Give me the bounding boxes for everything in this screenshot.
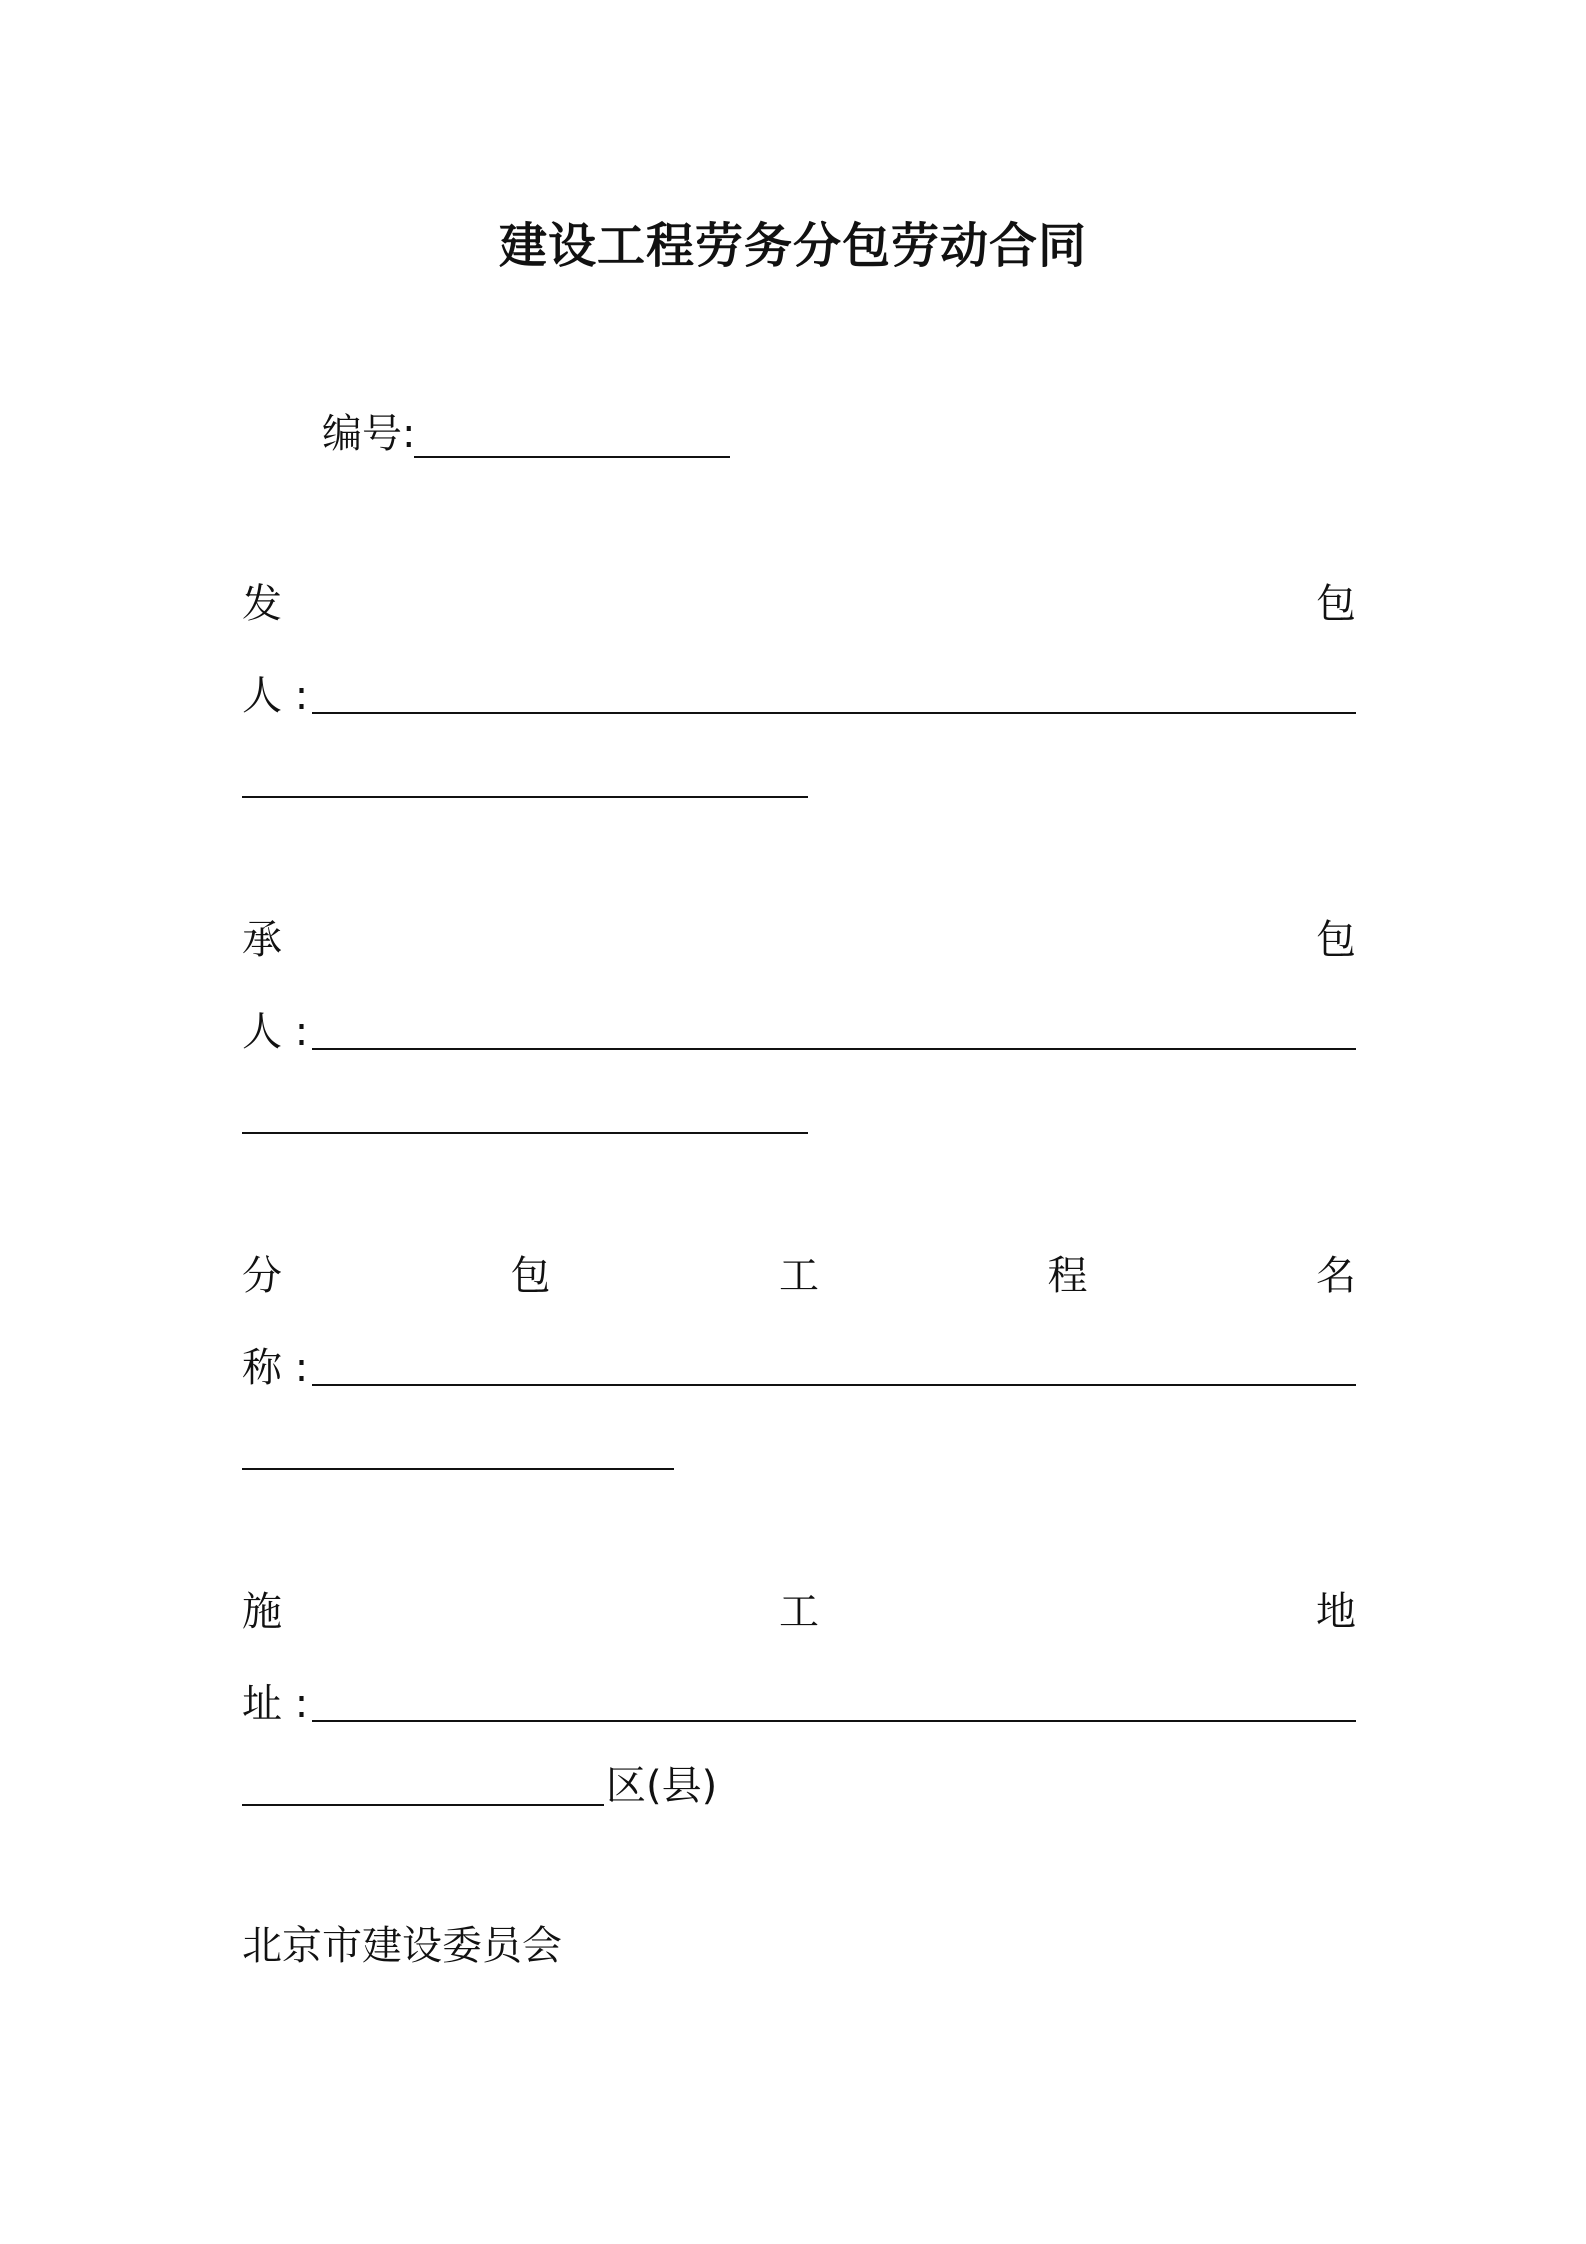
employer-label-char: 发 [242, 581, 282, 627]
contractor-blank[interactable] [312, 1048, 1356, 1050]
site-address-label-char: 工 [779, 1589, 819, 1635]
contract-number-label: 编号: [322, 411, 416, 457]
project-name-line [242, 1345, 1356, 1391]
project-name-blank-continued[interactable] [242, 1468, 674, 1470]
employer-blank[interactable] [312, 712, 1356, 714]
employer-label-row [242, 581, 1356, 627]
project-name-label-char: 名 [1316, 1253, 1356, 1299]
project-name-label-tail: 称 : [242, 1345, 309, 1391]
contractor-line [242, 1009, 1356, 1055]
contractor-label-char: 包 [1316, 917, 1356, 963]
contract-number-blank[interactable] [414, 456, 730, 458]
project-name-label-row [242, 1253, 1356, 1299]
site-address-line [242, 1681, 1356, 1727]
employer-label-char: 包 [1316, 581, 1356, 627]
contractor-label-row [242, 917, 1356, 963]
site-address-label-tail: 址 : [242, 1681, 309, 1727]
site-address-district-blank[interactable] [242, 1804, 604, 1806]
employer-label-tail: 人 : [242, 673, 309, 719]
site-address-label-row [242, 1589, 1356, 1635]
project-name-blank[interactable] [312, 1384, 1356, 1386]
contractor-blank-continued[interactable] [242, 1132, 808, 1134]
project-name-label-char: 程 [1047, 1253, 1088, 1299]
document-title: 建设工程劳务分包劳动合同 [498, 218, 1087, 274]
contractor-label-tail: 人 : [242, 1009, 309, 1055]
project-name-label-char: 分 [242, 1253, 282, 1299]
district-suffix: 区(县) [606, 1763, 718, 1809]
issuer-name: 北京市建设委员会 [242, 1923, 562, 1969]
contractor-label-char: 承 [242, 917, 282, 963]
employer-line [242, 673, 1356, 719]
site-address-blank[interactable] [312, 1720, 1356, 1722]
project-name-label-char: 工 [779, 1253, 819, 1299]
employer-blank-continued[interactable] [242, 796, 808, 798]
project-name-label-char: 包 [510, 1253, 551, 1299]
site-address-label-char: 施 [242, 1589, 282, 1635]
site-address-label-char: 地 [1316, 1589, 1356, 1635]
